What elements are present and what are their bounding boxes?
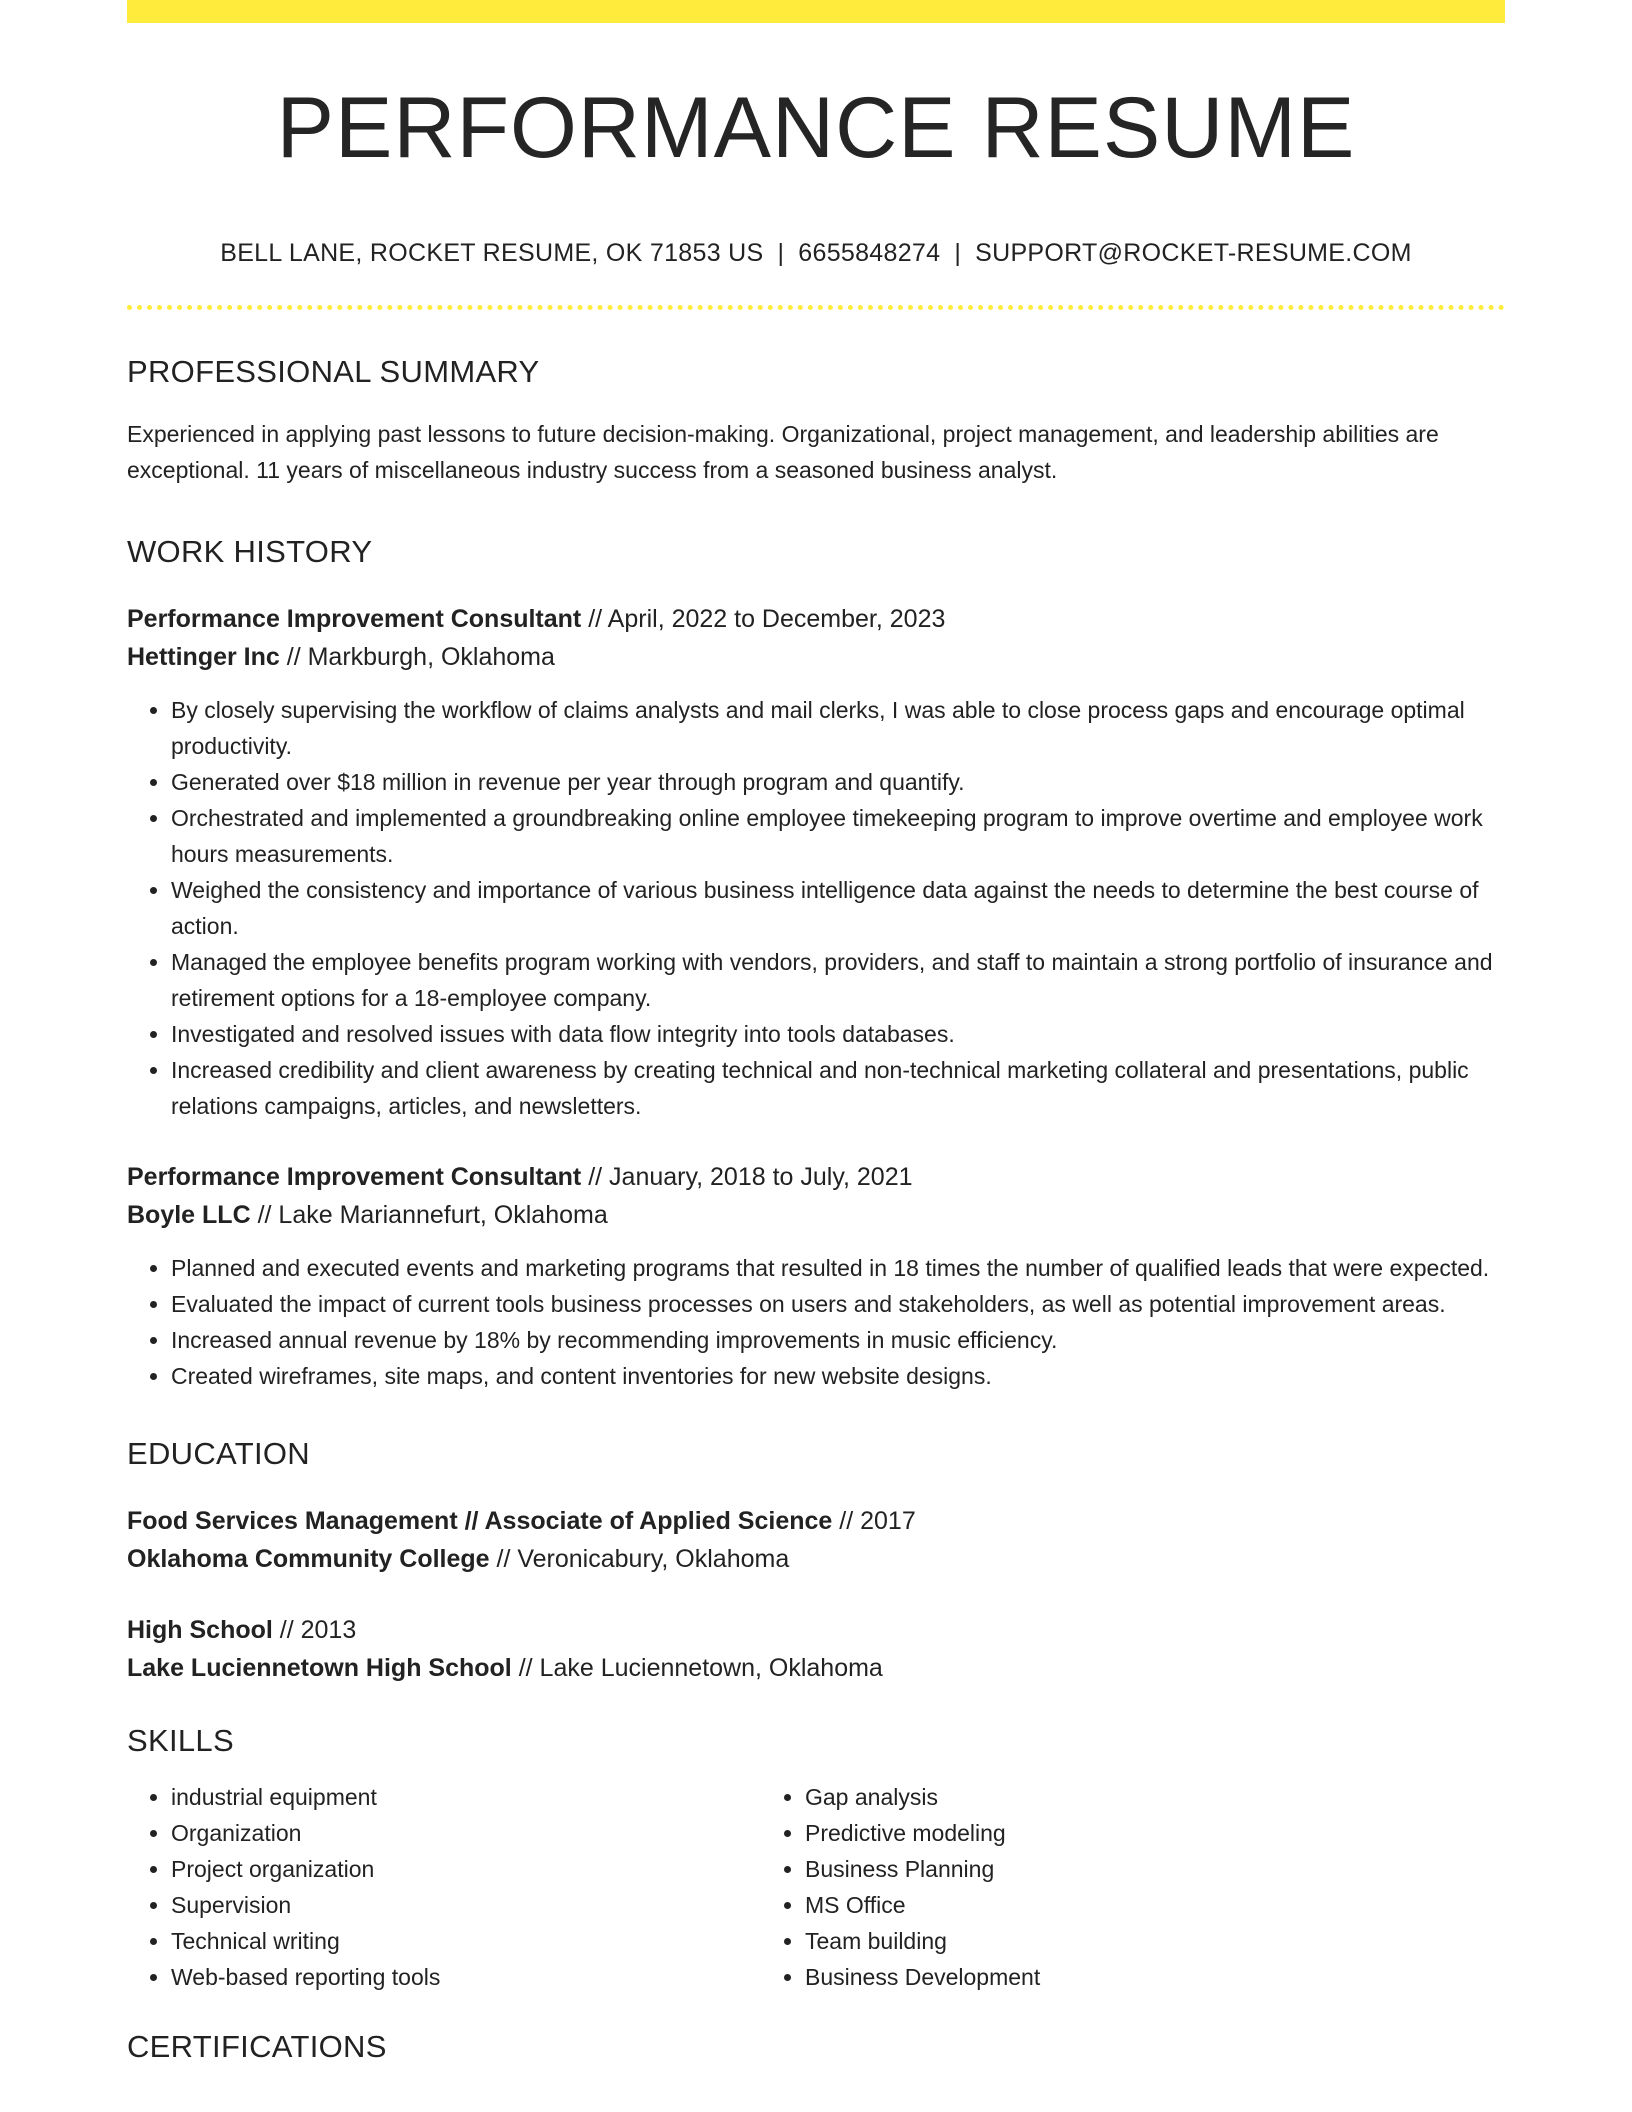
education-year: // 2017 <box>839 1507 916 1535</box>
contact-separator: | <box>777 239 785 267</box>
resume-title: PERFORMANCE RESUME <box>276 80 1356 176</box>
education-degree: Food Services Management // Associate of Applied Science <box>127 1507 833 1535</box>
job-location: // Markburgh, Oklahoma <box>286 643 555 671</box>
job-bullets <box>127 1250 1505 1394</box>
contact-phone: 6655848274 <box>798 239 941 267</box>
skills-heading: SKILLS <box>127 1723 234 1758</box>
contact-address: BELL LANE, ROCKET RESUME, OK 71853 US <box>220 239 764 267</box>
job-bullet: • Created wireframes, site maps, and content inventories for new website designs. <box>171 1358 1505 1394</box>
education-degree: High School <box>127 1616 273 1644</box>
education-heading: EDUCATION <box>127 1436 310 1471</box>
job-bullet: • Managed the employee benefits program working with vendors, providers, and staff to maintain a strong portfolio of insurance and retirement options for a 18-employee company. <box>171 944 1505 1016</box>
job-title: Performance Improvement Consultant <box>127 1163 582 1191</box>
contact-line <box>127 239 1505 268</box>
job-entry <box>127 1158 1505 1394</box>
skill-item: • Technical writing <box>171 1923 759 1959</box>
job-bullets <box>127 692 1505 1124</box>
job-title: Performance Improvement Consultant <box>127 605 582 633</box>
job-dates: // April, 2022 to December, 2023 <box>588 605 946 633</box>
skill-item: • Team building <box>805 1923 1391 1959</box>
skills-section <box>127 1723 1505 1995</box>
education-degree-line <box>127 1611 1505 1649</box>
job-entry <box>127 600 1505 1124</box>
dotted-divider <box>127 305 1505 310</box>
contact-email[interactable]: SUPPORT@ROCKET-RESUME.COM <box>975 239 1412 267</box>
summary-heading: PROFESSIONAL SUMMARY <box>127 354 540 389</box>
education-section <box>127 1436 1505 1687</box>
job-company: Boyle LLC <box>127 1201 251 1229</box>
job-bullet: • Weighed the consistency and importance of various business intelligence data against the needs to determine the best course of action. <box>171 872 1505 944</box>
skill-item: • Supervision <box>171 1887 759 1923</box>
education-year: // 2013 <box>279 1616 357 1644</box>
education-school: Oklahoma Community College <box>127 1545 490 1573</box>
skill-item: • Predictive modeling <box>805 1815 1391 1851</box>
accent-top-bar <box>127 0 1505 23</box>
education-location: // Lake Luciennetown, Oklahoma <box>518 1654 883 1682</box>
job-bullet: • Evaluated the impact of current tools business processes on users and stakeholders, as well as potential improvement areas. <box>171 1286 1505 1322</box>
education-school: Lake Luciennetown High School <box>127 1654 512 1682</box>
skill-item: • Project organization <box>171 1851 759 1887</box>
job-company-line <box>127 638 1505 676</box>
education-degree-line <box>127 1502 1505 1540</box>
education-entry <box>127 1611 1505 1687</box>
resume-page <box>127 0 1505 2065</box>
education-school-line <box>127 1649 1505 1687</box>
job-bullet: • Generated over $18 million in revenue per year through program and quantify. <box>171 764 1505 800</box>
work-history-section <box>127 534 1505 1394</box>
skill-item: • industrial equipment <box>171 1779 759 1815</box>
work-history-heading: WORK HISTORY <box>127 534 373 569</box>
skill-item: • Organization <box>171 1815 759 1851</box>
job-company: Hettinger Inc <box>127 643 280 671</box>
job-bullet: • By closely supervising the workflow of claims analysts and mail clerks, I was able to close process gaps and encourage optimal productivity. <box>171 692 1505 764</box>
contact-separator: | <box>954 239 962 267</box>
job-bullet: • Investigated and resolved issues with data flow integrity into tools databases. <box>171 1016 1505 1052</box>
job-company-line <box>127 1196 1505 1234</box>
skill-item: • Business Planning <box>805 1851 1391 1887</box>
job-bullet: • Orchestrated and implemented a groundbreaking online employee timekeeping program to improve overtime and employee work hours measurements. <box>171 800 1505 872</box>
job-location: // Lake Mariannefurt, Oklahoma <box>257 1201 608 1229</box>
education-entry <box>127 1502 1505 1578</box>
job-title-line <box>127 1158 1505 1196</box>
job-bullet: • Increased credibility and client awareness by creating technical and non-technical marketing collateral and presentations, public relations campaigns, articles, and newsletters. <box>171 1052 1505 1124</box>
summary-section <box>127 354 1505 488</box>
certifications-heading: CERTIFICATIONS <box>127 2029 387 2064</box>
skill-item: • Business Development <box>805 1959 1391 1995</box>
education-school-line <box>127 1540 1505 1578</box>
skills-list-left <box>127 1779 759 1995</box>
skill-item: • Web-based reporting tools <box>171 1959 759 1995</box>
skill-item: • Gap analysis <box>805 1779 1391 1815</box>
summary-text: Experienced in applying past lessons to future decision-making. Organizational, project management, and leadership abilities are exceptional. 11 years of miscellaneous industry success from a seasoned business analyst. <box>127 421 1439 483</box>
job-bullet: • Increased annual revenue by 18% by recommending improvements in music efficiency. <box>171 1322 1505 1358</box>
certifications-section <box>127 2029 1505 2065</box>
education-location: // Veronicabury, Oklahoma <box>496 1545 790 1573</box>
job-bullet: • Planned and executed events and marketing programs that resulted in 18 times the number of qualified leads that were expected. <box>171 1250 1505 1286</box>
job-title-line <box>127 600 1505 638</box>
skills-grid <box>127 1779 1505 1995</box>
job-dates: // January, 2018 to July, 2021 <box>588 1163 913 1191</box>
skill-item: • MS Office <box>805 1887 1391 1923</box>
skills-list-right <box>759 1779 1391 1995</box>
